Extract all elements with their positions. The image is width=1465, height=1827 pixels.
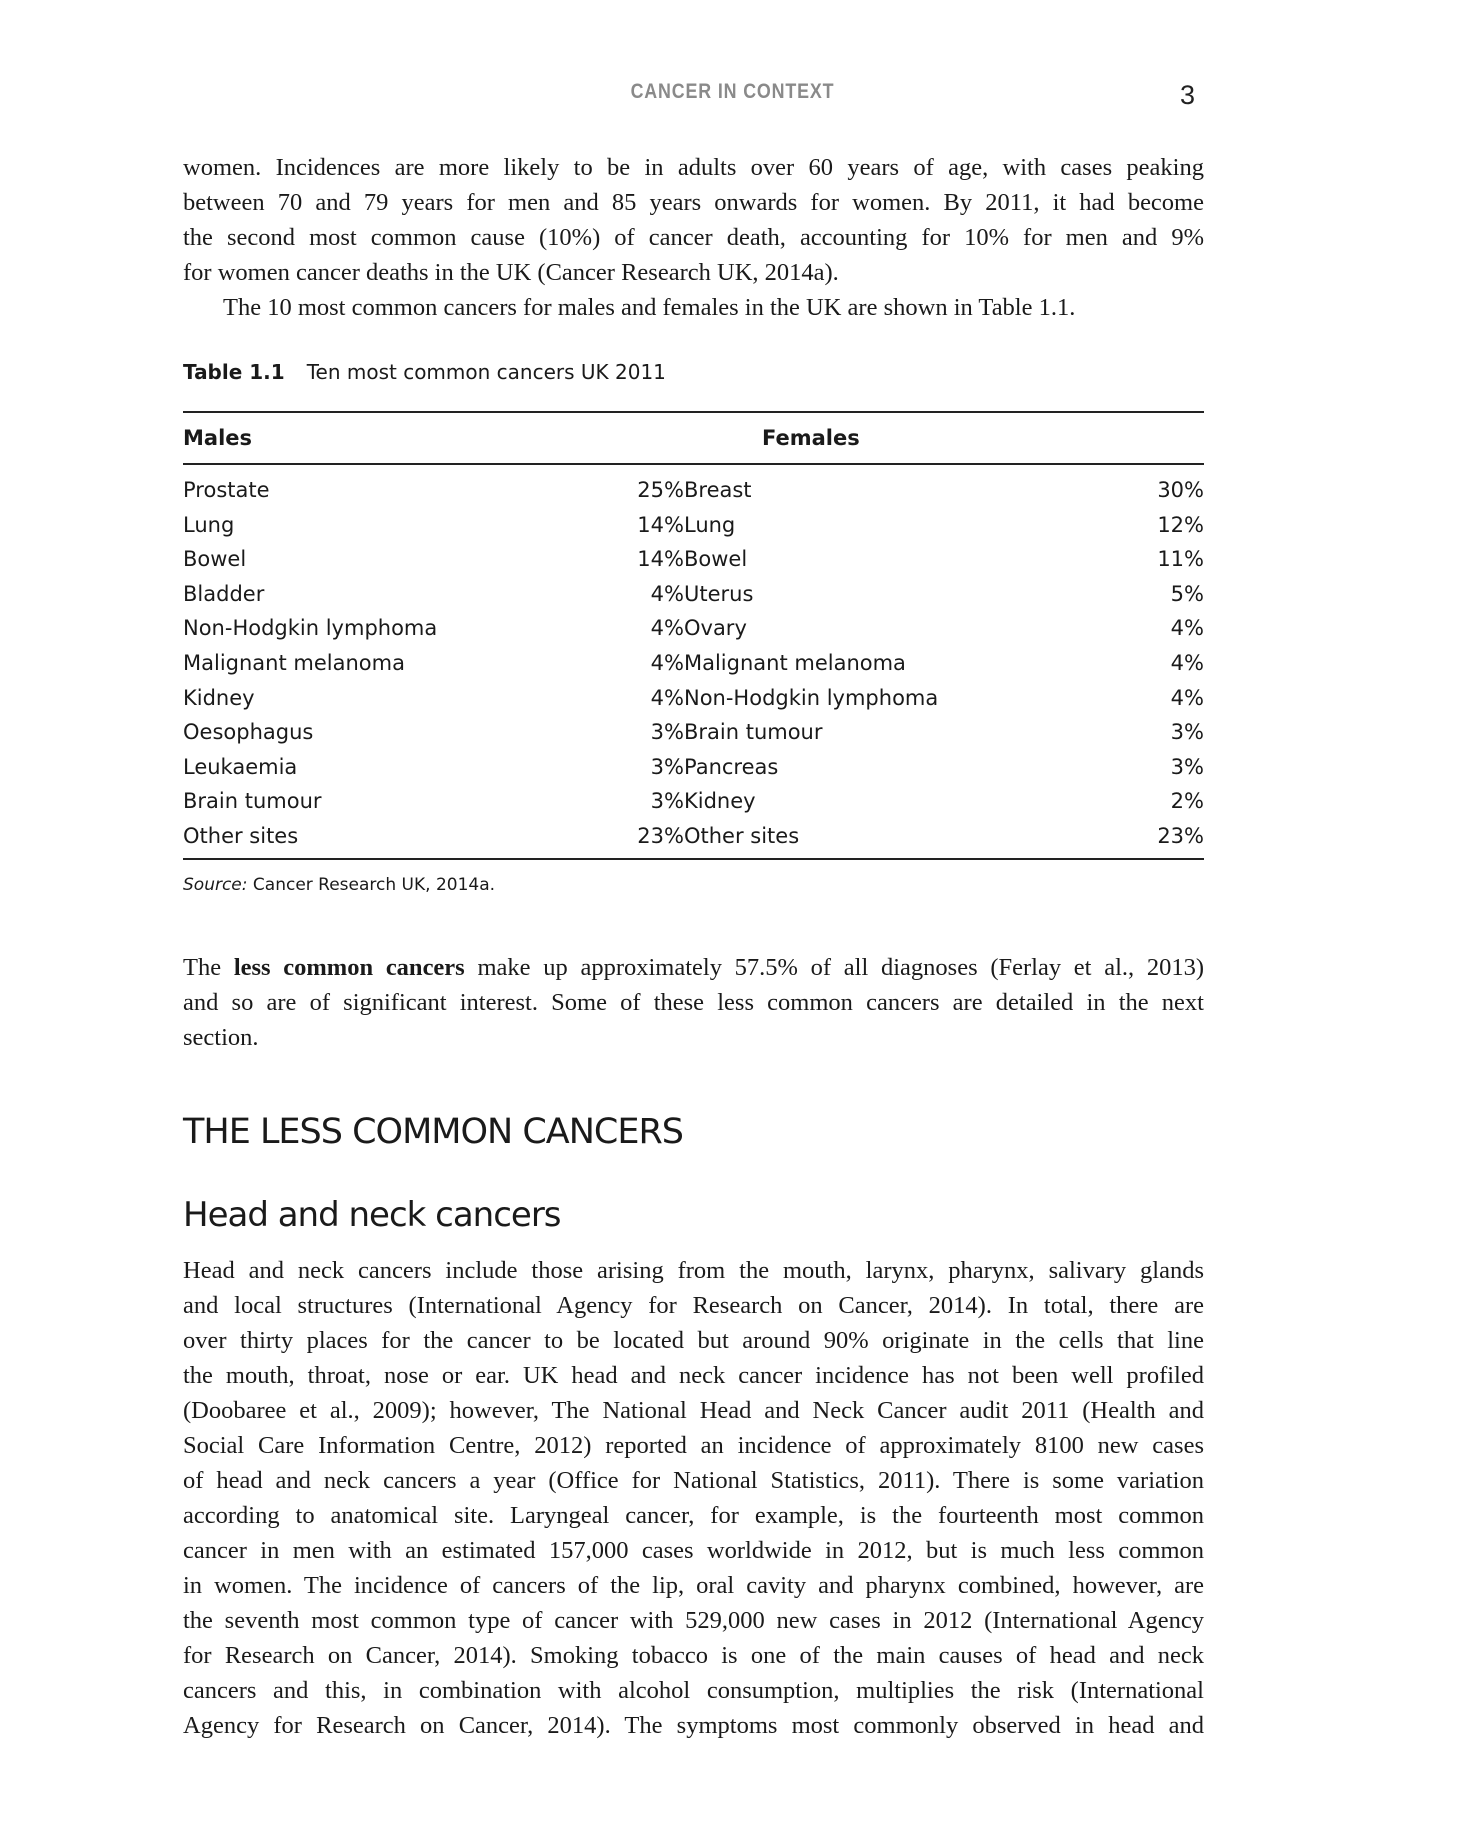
table-row: [183, 577, 1204, 612]
female-cancer: Non-Hodgkin lymphoma: [683, 685, 939, 710]
female-cancer: Brain tumour: [683, 720, 823, 745]
bold-term: less common cancers: [233, 954, 465, 981]
text-line: cancer in men with an estimated 157,000 cases worldwide in 2012, but is much less common: [183, 1537, 1204, 1564]
male-cancer: Other sites: [183, 823, 299, 848]
male-cancer: Oesophagus: [183, 720, 314, 745]
male-percent: 3%: [650, 754, 684, 779]
table-row: [183, 542, 1204, 577]
male-cancer: Non-Hodgkin lymphoma: [183, 616, 438, 641]
text-line: and so are of significant interest. Some of these less common cancers are detailed in the next: [183, 989, 1204, 1016]
male-cancer: Bowel: [183, 547, 247, 572]
male-cancer: Lung: [183, 512, 235, 537]
table-title: Ten most common cancers UK 2011: [306, 360, 666, 384]
table-row: [183, 681, 1204, 716]
male-percent: 14%: [637, 512, 684, 537]
source-label: Source:: [183, 875, 248, 895]
table-row: [183, 715, 1204, 750]
male-percent: 4%: [650, 650, 684, 675]
text-line: in women. The incidence of cancers of the lip, oral cavity and pharynx combined, however, are: [183, 1572, 1204, 1599]
text-line: (Doobaree et al., 2009); however, The National Head and Neck Cancer audit 2011 (Health and: [183, 1397, 1204, 1424]
male-percent: 4%: [650, 616, 684, 641]
male-cancer: Bladder: [183, 581, 265, 606]
intro-paragraph: [183, 150, 1204, 325]
table-row: [183, 646, 1204, 681]
source-text: Cancer Research UK, 2014a.: [252, 875, 496, 895]
table-caption: [183, 360, 666, 384]
female-cancer: Ovary: [683, 616, 747, 641]
text-line: the seventh most common type of cancer with 529,000 new cases in 2012 (International Agency: [183, 1607, 1204, 1634]
table-source: [183, 875, 495, 895]
subsection-heading: Head and neck cancers: [183, 1195, 561, 1235]
text-line: Social Care Information Centre, 2012) reported an incidence of approximately 8100 new cases: [183, 1432, 1204, 1459]
male-cancer: Leukaemia: [183, 754, 298, 779]
text-line: over thirty places for the cancer to be located but around 90% originate in the cells that line: [183, 1327, 1204, 1354]
female-cancer: Breast: [683, 478, 752, 502]
female-percent: 4%: [1170, 685, 1204, 710]
male-percent: 4%: [650, 685, 684, 710]
female-percent: 4%: [1170, 650, 1204, 675]
text-line: for Research on Cancer, 2014). Smoking tobacco is one of the main causes of head and neck: [183, 1642, 1204, 1669]
header-males: Males: [183, 426, 253, 450]
table-body: [183, 465, 1204, 860]
female-percent: 12%: [1157, 512, 1204, 537]
text-line: of head and neck cancers a year (Office for National Statistics, 2011). There is some variation: [183, 1467, 1204, 1494]
text-line: section.: [183, 1024, 259, 1051]
cancer-table: [183, 411, 1204, 860]
female-percent: 4%: [1170, 616, 1204, 641]
female-cancer: Lung: [683, 512, 736, 537]
text-line: according to anatomical site. Laryngeal cancer, for example, is the fourteenth most common: [183, 1502, 1204, 1529]
section-heading: THE LESS COMMON CANCERS: [183, 1112, 684, 1152]
text-line: [183, 950, 1204, 985]
text-line: women. Incidences are more likely to be in adults over 60 years of age, with cases peaking: [183, 154, 1204, 181]
male-percent: 25%: [637, 478, 684, 502]
female-cancer: Malignant melanoma: [683, 650, 906, 675]
table-header: [183, 413, 1204, 465]
female-percent: 11%: [1157, 547, 1204, 572]
table-label: Table 1.1: [183, 360, 285, 384]
male-percent: 3%: [650, 789, 684, 814]
text-line: the mouth, throat, nose or ear. UK head and neck cancer incidence has not been well profiled: [183, 1362, 1204, 1389]
female-cancer: Bowel: [683, 547, 748, 572]
page-number: 3: [1180, 80, 1196, 110]
text-line: The 10 most common cancers for males and females in the UK are shown in Table 1.1.: [223, 294, 1076, 321]
female-percent: 3%: [1170, 720, 1204, 745]
female-percent: 23%: [1157, 823, 1204, 848]
male-cancer: Kidney: [183, 685, 255, 710]
male-cancer: Brain tumour: [183, 789, 322, 814]
female-percent: 3%: [1170, 754, 1204, 779]
male-percent: 4%: [650, 581, 684, 606]
table-row: [183, 611, 1204, 646]
male-percent: 3%: [650, 720, 684, 745]
female-percent: 2%: [1170, 789, 1204, 814]
text-line: between 70 and 79 years for men and 85 years onwards for women. By 2011, it had become: [183, 189, 1204, 216]
male-cancer: Prostate: [183, 478, 270, 502]
female-cancer: Kidney: [683, 789, 756, 814]
table-row: [183, 784, 1204, 819]
table-row: [183, 750, 1204, 785]
header-females: Females: [762, 426, 860, 450]
table-row: [183, 819, 1204, 854]
male-cancer: Malignant melanoma: [183, 650, 405, 675]
table-row: [183, 473, 1204, 508]
male-percent: 23%: [637, 823, 684, 848]
female-percent: 30%: [1157, 478, 1204, 502]
head-neck-paragraph: [183, 1253, 1204, 1743]
table-row: [183, 508, 1204, 543]
male-percent: 14%: [637, 547, 684, 572]
text-line: Head and neck cancers include those arising from the mouth, larynx, pharynx, salivary glands: [183, 1257, 1204, 1284]
text-line: cancers and this, in combination with alcohol consumption, multiplies the risk (International: [183, 1677, 1204, 1704]
female-cancer: Pancreas: [683, 754, 779, 779]
text-span: make up approximately 57.5% of all diagnoses (Ferlay et al., 2013): [477, 954, 1205, 981]
female-cancer: Uterus: [683, 581, 754, 606]
text-line: for women cancer deaths in the UK (Cancer Research UK, 2014a).: [183, 259, 839, 286]
less-common-paragraph: [183, 950, 1204, 1055]
female-cancer: Other sites: [683, 823, 800, 848]
running-header: CANCER IN CONTEXT: [630, 80, 835, 103]
text-line: Agency for Research on Cancer, 2014). The symptoms most commonly observed in head and: [183, 1712, 1204, 1739]
text-line: the second most common cause (10%) of cancer death, accounting for 10% for men and 9%: [183, 224, 1204, 251]
text-line: and local structures (International Agency for Research on Cancer, 2014). In total, there are: [183, 1292, 1204, 1319]
female-percent: 5%: [1170, 581, 1204, 606]
text-span: The: [183, 954, 222, 981]
